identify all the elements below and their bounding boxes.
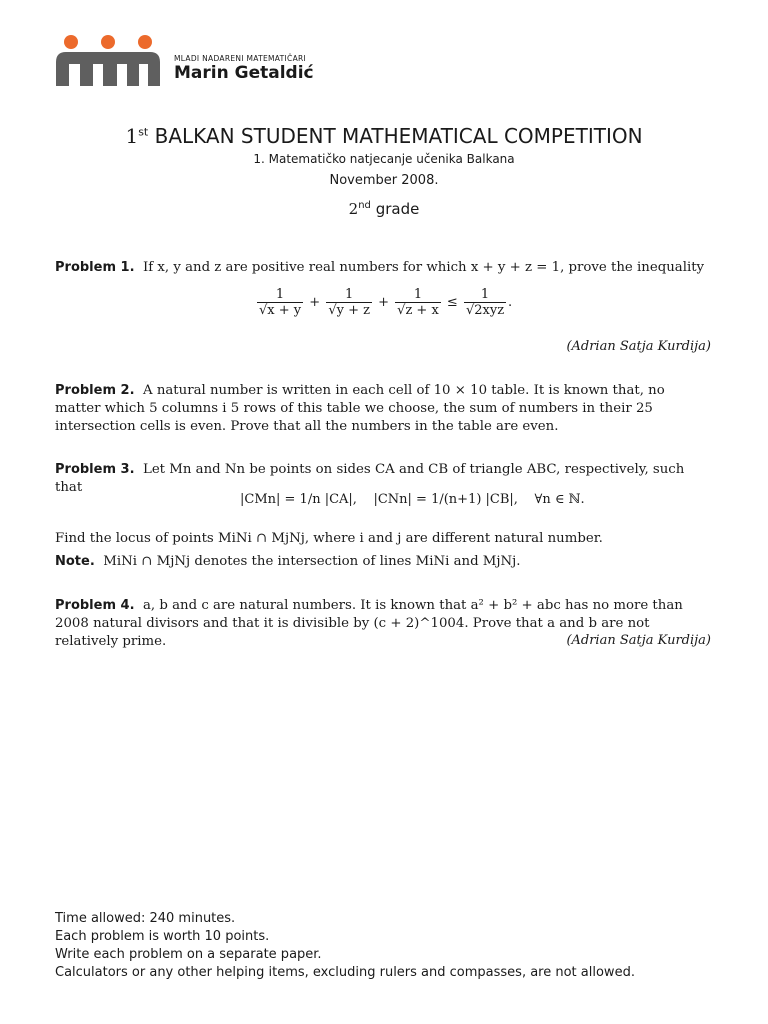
problem-1-statement: Problem 1. If x, y and z are positive real numbers for which x + y + z = 1, prove the inequality (55, 260, 705, 275)
problem-3-note: Note. MiNi ∩ MjNj denotes the intersection of lines MiNi and MjNj. (55, 554, 521, 569)
grade-heading: 2nd grade (348, 200, 420, 218)
org-subtitle: MLADI NADARENI MATEMATIČARI (174, 54, 307, 63)
problem-1-author: (Adrian Satja Kurdija) (566, 339, 711, 354)
problem-3-statement: Problem 3. Let Mn and Nn be points on sides CA and CB of triangle ABC, respectively, such that (55, 462, 685, 495)
instruction-points: Each problem is worth 10 points. (55, 929, 270, 944)
org-name: Marin Getaldić (174, 63, 314, 83)
problem-3-find: Find the locus of points MiNi ∩ MjNj, where i and j are different natural number. (55, 531, 603, 546)
competition-date: November 2008. (329, 173, 439, 188)
instruction-paper: Write each problem on a separate paper. (55, 947, 322, 962)
page-title: 1st BALKAN STUDENT MATHEMATICAL COMPETITION (125, 124, 643, 148)
instruction-time: Time allowed: 240 minutes. (55, 911, 236, 926)
exam-instructions (55, 910, 635, 982)
problem-4-author: (Adrian Satja Kurdija) (566, 633, 711, 648)
problem-1-inequality: $\frac{1}{√x + y}$ + $\frac{1}{√y + z}$ + $\frac{1}{√z + x}$ ≤ $\frac{1}{\text{√2xyz}}$ . (259, 287, 513, 318)
instruction-calculators: Calculators or any other helping items, excluding rulers and compasses, are not allowed. (55, 965, 635, 980)
logo-icon (55, 34, 165, 86)
problem-3-formula: |CMn| = 1/n |CA|, |CNn| = 1/(n+1) |CB|, ∀n ∈ ℕ. (240, 492, 585, 507)
competition-subtitle: 1. Matematičko natjecanje učenika Balkana (253, 152, 515, 166)
problem-2-statement: Problem 2. A natural number is written in each cell of 10 × 10 table. It is known that, no matter which 5 columns i 5 rows of this table we choose, the sum of numbers in their 25 intersection cells is even. Prove that all the numbers in the table are even. (55, 383, 665, 434)
problem-4-statement: Problem 4. a, b and c are natural numbers. It is known that a² + b² + abc has no more than 2008 natural divisors and that it is divisible by (c + 2)^1004. Prove that a and b are not relatively prime. (55, 598, 683, 649)
